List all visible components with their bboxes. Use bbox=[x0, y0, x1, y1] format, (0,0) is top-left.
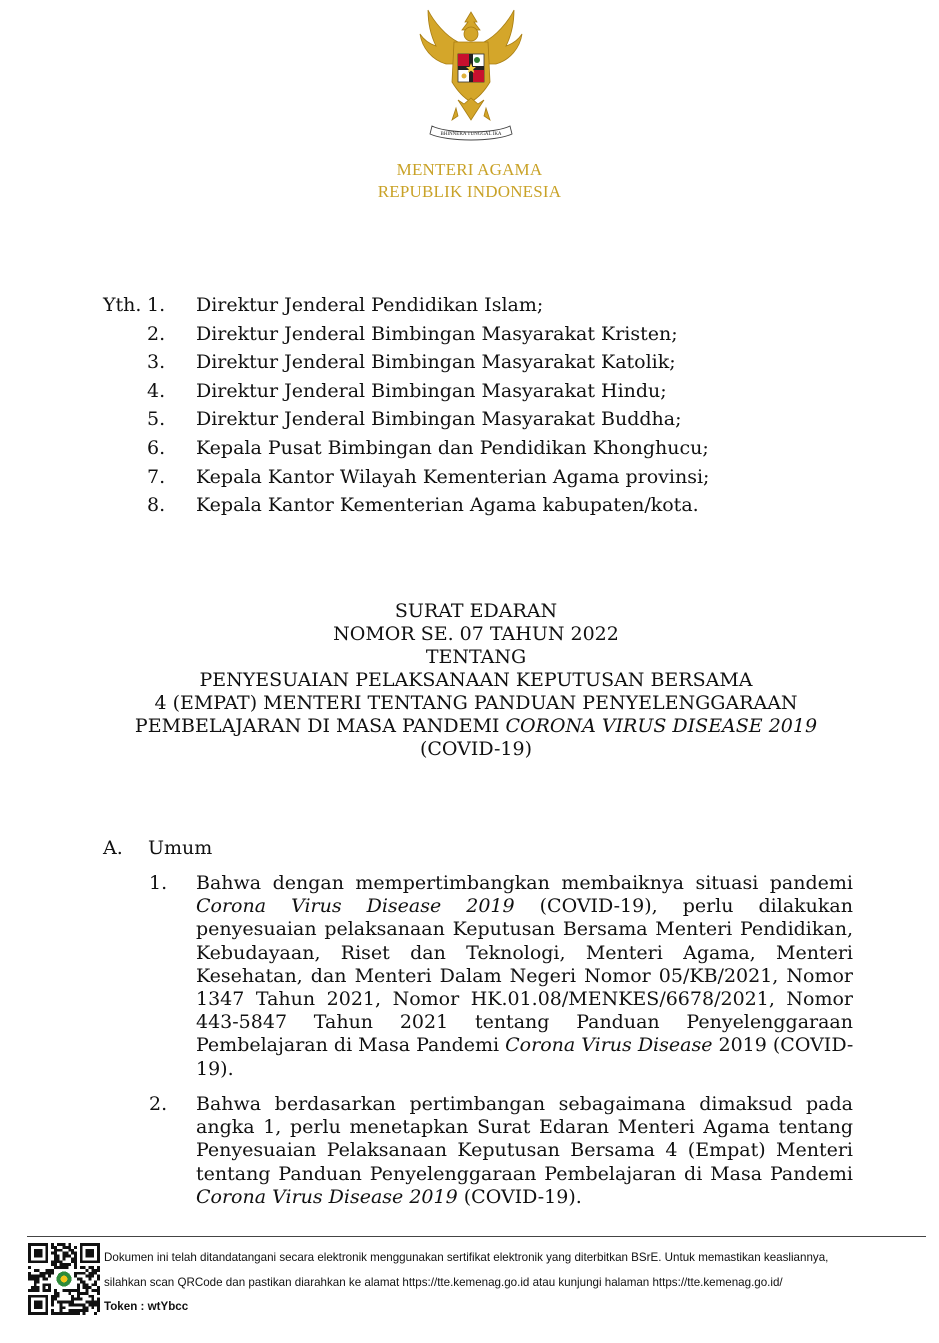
garuda-emblem-icon bbox=[418, 8, 524, 146]
paragraph-line: 19). bbox=[196, 1057, 234, 1080]
paragraph-line-part: Pembelajaran di Masa Pandemi bbox=[196, 1034, 500, 1057]
recipient-number: 1. bbox=[147, 294, 166, 316]
recipient-prefix: Yth. bbox=[103, 294, 142, 316]
title-line-italic: CORONA VIRUS DISEASE 2019 bbox=[505, 715, 818, 737]
paragraph-line: tentang Panduan Penyelenggaraan Pembelajaran di Masa Pandemi bbox=[196, 1162, 853, 1185]
recipient-number: 2. bbox=[147, 322, 166, 345]
recipient-text: Direktur Jenderal Bimbingan Masyarakat Buddha; bbox=[196, 408, 682, 431]
italic-term: Corona Virus Disease 2019 bbox=[196, 895, 515, 918]
paragraph-line-part: (COVID-19), perlu dilakukan bbox=[539, 895, 853, 918]
footer-divider bbox=[27, 1236, 926, 1237]
section-letter: A. bbox=[103, 837, 123, 859]
recipient-text: Direktur Jenderal Bimbingan Masyarakat Hindu; bbox=[196, 379, 667, 402]
title-line: SURAT EDARAN bbox=[394, 600, 558, 622]
ministry-title-line2: REPUBLIK INDONESIA bbox=[377, 182, 562, 201]
recipient-number: 6. bbox=[147, 437, 166, 459]
title-line: NOMOR SE. 07 TAHUN 2022 bbox=[333, 623, 619, 645]
recipient-text: Kepala Kantor Wilayah Kementerian Agama provinsi; bbox=[196, 465, 710, 488]
italic-term: Corona Virus Disease 2019 bbox=[196, 1185, 458, 1208]
paragraph-line: 1347 Tahun 2021, Nomor HK.01.08/MENKES/6678/2021, Nomor bbox=[196, 988, 853, 1011]
paragraph-line: Kesehatan, dan Menteri Dalam Negeri Nomor 05/KB/2021, Nomor bbox=[196, 964, 853, 987]
recipient-number: 3. bbox=[147, 351, 166, 374]
paragraph-line: Kebudayaan, Riset dan Teknologi, Menteri Agama, Menteri bbox=[196, 941, 853, 964]
paragraph-line-part: 2019 (COVID- bbox=[718, 1034, 854, 1057]
paragraph-line: Bahwa berdasarkan pertimbangan sebagaimana dimaksud pada bbox=[196, 1093, 853, 1115]
paragraph-line: 443-5847 Tahun 2021 tentang Panduan Penyelenggaraan bbox=[196, 1011, 853, 1034]
paragraph-line bbox=[196, 1186, 853, 1209]
title-line bbox=[100, 715, 852, 738]
paragraph-line: penyesuaian pelaksanaan Keputusan Bersama Menteri Pendidikan, bbox=[196, 918, 853, 941]
circular-title bbox=[100, 600, 852, 761]
ministry-title-line1: MENTERI AGAMA bbox=[396, 160, 543, 179]
signature-notice-line2: silahkan scan QRCode dan pastikan diarahkan ke alamat https://tte.kemenag.go.id atau kunjungi halaman https://tte.kemenag.go.id/ bbox=[104, 1276, 783, 1289]
recipient-text: Direktur Jenderal Bimbingan Masyarakat Katolik; bbox=[196, 351, 676, 374]
signature-token: Token : wtYbcc bbox=[104, 1300, 189, 1313]
recipient-text: Direktur Jenderal Pendidikan Islam; bbox=[196, 294, 544, 316]
recipient-text: Kepala Pusat Bimbingan dan Pendidikan Khonghucu; bbox=[196, 437, 709, 459]
paragraph-line bbox=[196, 1034, 853, 1057]
recipient-text: Kepala Kantor Kementerian Agama kabupaten/kota. bbox=[196, 494, 699, 517]
paragraph-line: angka 1, perlu menetapkan Surat Edaran Menteri Agama tentang bbox=[196, 1116, 853, 1139]
recipient-number: 7. bbox=[147, 465, 166, 488]
item-number: 1. bbox=[149, 872, 168, 894]
signature-notice-line1: Dokumen ini telah ditandatangani secara elektronik menggunakan sertifikat elektronik yang diterbitkan BSrE. Untuk memastikan keasliannya, bbox=[104, 1251, 829, 1264]
recipient-number: 5. bbox=[147, 408, 166, 431]
recipient-text: Direktur Jenderal Bimbingan Masyarakat Kristen; bbox=[196, 322, 678, 345]
title-line: PENYESUAIAN PELAKSANAAN KEPUTUSAN BERSAMA bbox=[199, 669, 753, 691]
recipient-number: 8. bbox=[147, 494, 166, 517]
recipient-number: 4. bbox=[147, 379, 166, 402]
paragraph-1 bbox=[196, 872, 853, 1081]
item-number: 2. bbox=[149, 1093, 168, 1115]
qr-code-icon[interactable] bbox=[28, 1243, 100, 1315]
italic-term: Corona Virus Disease bbox=[505, 1034, 713, 1057]
paragraph-line: Bahwa dengan mempertimbangkan membaiknya situasi pandemi bbox=[196, 872, 853, 894]
title-line: (COVID-19) bbox=[419, 738, 532, 760]
section-title: Umum bbox=[148, 837, 213, 859]
title-line-part: PEMBELAJARAN DI MASA PANDEMI bbox=[134, 715, 506, 737]
paragraph-line-part: (COVID-19). bbox=[463, 1185, 582, 1208]
title-line: 4 (EMPAT) MENTERI TENTANG PANDUAN PENYELENGGARAAN bbox=[154, 692, 798, 714]
paragraph-2 bbox=[196, 1093, 853, 1209]
paragraph-line: Penyesuaian Pelaksanaan Keputusan Bersama 4 (Empat) Menteri bbox=[196, 1139, 853, 1162]
emblem-motto: BHINNEKA TUNGGAL IKA bbox=[440, 132, 502, 137]
title-line: TENTANG bbox=[425, 646, 527, 668]
paragraph-line bbox=[196, 895, 853, 918]
